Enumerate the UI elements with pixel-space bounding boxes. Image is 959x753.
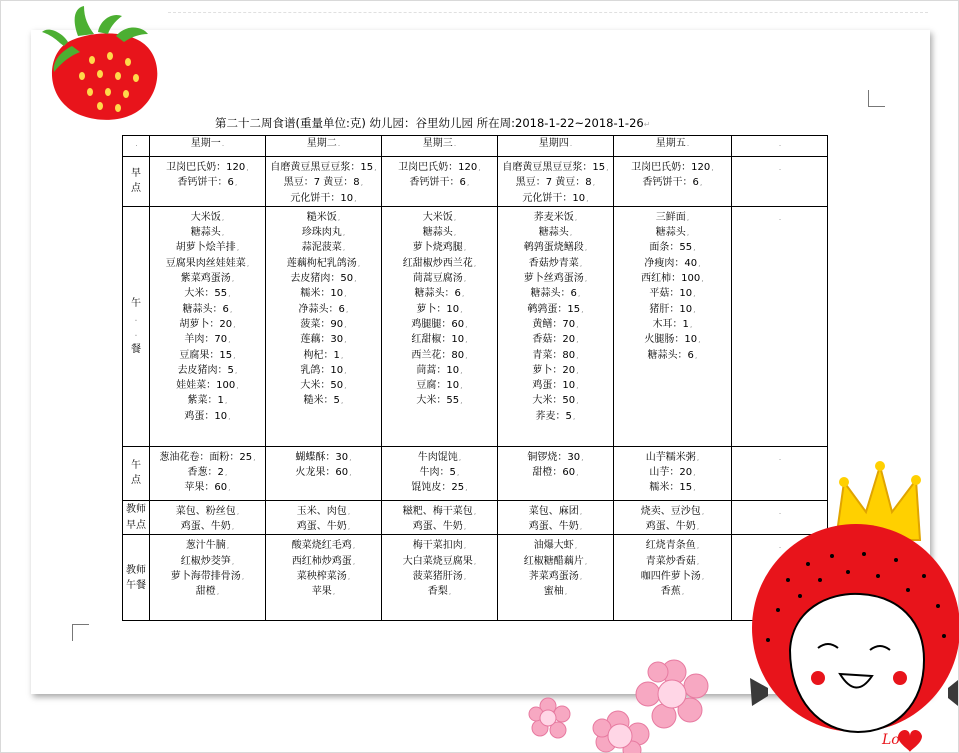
menu-item: 红椒炒茭笋, — [180, 555, 235, 567]
menu-item: 元化饼干：10, — [522, 192, 589, 204]
menu-item: 牛肉馄饨, — [417, 451, 462, 463]
menu-cell — [382, 446, 498, 500]
menu-title: 第二十二周食谱(重量单位:克) 幼儿园：谷里幼儿园 所在周:2018-1-22~2018-1-26↵ — [215, 116, 651, 130]
header-label: 星期一 — [190, 138, 221, 149]
menu-item: 糙米：5, — [303, 395, 344, 407]
menu-cell — [614, 446, 732, 500]
menu-item: 荞麦米饭, — [533, 211, 578, 223]
menu-cell: . — [732, 535, 828, 621]
menu-item: 鹌鹑蛋：15, — [527, 303, 584, 315]
menu-item: 荠菜鸡蛋汤, — [528, 571, 583, 583]
menu-item: 糖蒜头：6, — [414, 288, 465, 300]
menu-item: 糖蒜头, — [655, 227, 690, 239]
menu-item: 黑豆：7 黄豆：8, — [283, 177, 364, 189]
menu-item: 萝卜：10, — [416, 303, 463, 315]
row-label-text: . — [134, 328, 138, 340]
menu-item: 大米饭, — [190, 211, 225, 223]
menu-cell — [150, 206, 266, 446]
menu-item: 自磨黄豆黑豆豆浆：15, — [270, 162, 377, 173]
menu-item: 西红柿：100, — [641, 273, 704, 285]
menu-cell — [266, 157, 382, 207]
menu-item: 山芋：20, — [649, 467, 696, 479]
menu-item: 去皮猪肉：50, — [290, 273, 357, 285]
menu-item: 酸菜烧红毛鸡, — [291, 540, 356, 552]
menu-item: 鹌鹑蛋烧鳝段, — [523, 242, 588, 254]
menu-item: 糯米：15, — [649, 482, 696, 494]
menu-item: 鸡蛋：10, — [184, 410, 231, 422]
menu-cell — [266, 500, 382, 535]
menu-item: 红甜椒：10, — [411, 334, 468, 346]
menu-item: 馄饨皮：25, — [411, 482, 468, 494]
menu-item: 蒜泥菠菜, — [301, 242, 346, 254]
page-top-guide — [168, 12, 928, 13]
menu-item: 胡萝卜烩羊排, — [175, 242, 240, 254]
header-cell: . — [123, 136, 150, 157]
menu-item: 梅干菜扣肉, — [412, 540, 467, 552]
menu-item: 去皮猪肉：5, — [177, 364, 238, 376]
menu-item: 红甜椒炒西兰花, — [402, 257, 477, 269]
header-label: 星期二 — [306, 138, 337, 149]
menu-item: 西兰花：80, — [411, 349, 468, 361]
menu-item: 香钙饼干：6, — [409, 177, 470, 189]
menu-item: 鸡蛋、牛奶, — [412, 521, 467, 533]
menu-item: 香菇炒青菜, — [528, 257, 583, 269]
header-cell: 星期二. — [266, 136, 382, 157]
header-cell: 星期三. — [382, 136, 498, 157]
menu-item: 菠菜猪肝汤, — [412, 571, 467, 583]
menu-item: 豆腐果：15, — [179, 349, 236, 361]
menu-item: 香蕉, — [660, 586, 685, 598]
strawberry-icon — [38, 2, 166, 126]
menu-item: 鸡蛋、牛奶, — [180, 521, 235, 533]
header-cell: 星期四. — [498, 136, 614, 157]
menu-item: 糖蒜头：6, — [647, 349, 698, 361]
row-label — [123, 157, 150, 207]
menu-item: 莲藕：30, — [300, 334, 347, 346]
row-label-text: 教师 — [126, 504, 146, 516]
menu-item: 卫岗巴氏奶：120, — [631, 162, 714, 173]
menu-item: 苹果：60, — [184, 482, 231, 494]
menu-item: 香钙饼干：6, — [642, 177, 703, 189]
header-label: 星期五 — [655, 138, 686, 149]
menu-item: 净蒜头：6, — [298, 303, 349, 315]
menu-item: 红椒糖醋藕片, — [523, 555, 588, 567]
menu-item: 葱汁牛腩, — [185, 540, 230, 552]
menu-item: 油爆大虾, — [533, 540, 578, 552]
menu-item: 豆腐：10, — [416, 380, 463, 392]
menu-item: 萝卜丝鸡蛋汤, — [523, 273, 588, 285]
menu-item: 香梨, — [427, 586, 452, 598]
menu-item: 大米饭, — [422, 211, 457, 223]
menu-item: 糖蒜头, — [422, 227, 457, 239]
menu-item: 苹果, — [311, 586, 336, 598]
menu-item: 红烧青条鱼, — [645, 540, 700, 552]
menu-cell — [614, 500, 732, 535]
row-label — [123, 500, 150, 535]
menu-cell — [498, 446, 614, 500]
menu-item: 黄鳝：70, — [532, 318, 579, 330]
row-label-text: 教师 — [126, 564, 146, 576]
menu-item: 菜包、麻团, — [528, 505, 583, 517]
menu-item: 火腿肠：10, — [644, 334, 701, 346]
menu-item: 大米：55, — [184, 288, 231, 300]
header-label: 星期四 — [538, 138, 569, 149]
menu-item: 卫岗巴氏奶：120, — [398, 162, 481, 173]
menu-item: 西红柿炒鸡蛋, — [291, 555, 356, 567]
menu-item: 香菇：20, — [532, 334, 579, 346]
menu-row — [123, 446, 828, 500]
menu-cell — [150, 157, 266, 207]
menu-item: 萝卜：20, — [532, 364, 579, 376]
menu-cell — [498, 535, 614, 621]
menu-item: 荞麦：5, — [535, 410, 576, 422]
margin-corner-bottom-left — [72, 624, 89, 641]
menu-item: 娃娃菜：100, — [176, 380, 239, 392]
menu-item: 香钙饼干：6, — [177, 177, 238, 189]
row-label-text: 午餐 — [126, 579, 146, 591]
menu-cell — [498, 206, 614, 446]
header-cell: . — [732, 136, 828, 157]
row-label — [123, 446, 150, 500]
menu-item: 蝴蝶酥：30, — [295, 451, 352, 463]
menu-item: 萝卜海带排骨汤, — [170, 571, 245, 583]
menu-cell — [498, 500, 614, 535]
menu-item: 净瘦肉：40, — [644, 257, 701, 269]
row-label-text: 早点 — [126, 519, 146, 531]
menu-item: 豆腐果肉丝娃娃菜, — [165, 257, 250, 269]
menu-item: 大米：50, — [532, 395, 579, 407]
menu-row — [123, 500, 828, 535]
strawberry-girl-illustration — [748, 460, 959, 753]
menu-cell — [382, 157, 498, 207]
menu-item: 三鲜面, — [655, 211, 690, 223]
menu-row — [123, 535, 828, 621]
menu-item: 菠菜：90, — [300, 318, 347, 330]
menu-item: 烧卖、豆沙包, — [640, 505, 705, 517]
menu-item: 乳鸽：10, — [300, 364, 347, 376]
menu-item: 鸡蛋、牛奶, — [645, 521, 700, 533]
row-label-text: 午 — [131, 460, 141, 472]
menu-row — [123, 206, 828, 446]
header-label: 星期三 — [422, 138, 453, 149]
menu-item: 甜橙, — [195, 586, 220, 598]
menu-item: 茼蒿豆腐汤, — [412, 273, 467, 285]
menu-item: 菜秧榨菜汤, — [296, 571, 351, 583]
menu-item: 大白菜烧豆腐果, — [402, 555, 477, 567]
menu-item: 菜包、粉丝包, — [175, 505, 240, 517]
header-cell: 星期五. — [614, 136, 732, 157]
row-label — [123, 535, 150, 621]
menu-cell: . — [732, 446, 828, 500]
menu-item: 木耳：1, — [652, 318, 693, 330]
header-row — [123, 136, 828, 157]
row-label-text: 点 — [131, 475, 141, 487]
menu-item: 茼蒿：10, — [416, 364, 463, 376]
menu-item: 糖蒜头：6, — [182, 303, 233, 315]
menu-item: 青菜炒香菇, — [645, 555, 700, 567]
menu-cell — [150, 446, 266, 500]
row-label — [123, 206, 150, 446]
menu-item: 火龙果：60, — [295, 467, 352, 479]
menu-cell — [614, 157, 732, 207]
menu-item: 糖蒜头, — [190, 227, 225, 239]
menu-item: 鸡蛋、牛奶, — [528, 521, 583, 533]
menu-item: 青菜：80, — [532, 349, 579, 361]
menu-item: 鸡蛋、牛奶, — [296, 521, 351, 533]
menu-item: 紫菜：1, — [187, 395, 228, 407]
menu-item: 珍珠肉丸, — [301, 227, 346, 239]
pink-flower-icon — [526, 652, 716, 753]
menu-item: 胡萝卜：20, — [179, 318, 236, 330]
svg-text:Love: Love — [882, 732, 916, 748]
menu-item: 自磨黄豆黑豆豆浆：15, — [502, 162, 609, 173]
header-cell: 星期一. — [150, 136, 266, 157]
menu-item: 咖四件萝卜汤, — [640, 571, 705, 583]
menu-cell: . — [732, 157, 828, 207]
menu-item: 枸杞：1, — [303, 349, 344, 361]
menu-cell — [266, 535, 382, 621]
menu-item: 牛肉：5, — [419, 467, 460, 479]
menu-item: 黑豆：7 黄豆：8, — [515, 177, 596, 189]
menu-cell: . — [732, 500, 828, 535]
menu-item: 大米：55, — [416, 395, 463, 407]
menu-item: 鸡蛋：10, — [532, 380, 579, 392]
menu-item: 糍粑、梅干菜包, — [402, 505, 477, 517]
menu-item: 糖蒜头：6, — [530, 288, 581, 300]
menu-item: 甜橙：60, — [532, 467, 579, 479]
menu-item: 平菇：10, — [649, 288, 696, 300]
row-label-text: . — [134, 313, 138, 325]
menu-item: 莲藕枸杞乳鸽汤, — [286, 257, 361, 269]
menu-cell — [266, 446, 382, 500]
margin-corner-top-right — [868, 90, 885, 107]
menu-item: 鸡腿腿：60, — [411, 318, 468, 330]
menu-item: 糯米：10, — [300, 288, 347, 300]
menu-item: 蜜柚, — [543, 586, 568, 598]
menu-item: 香葱：2, — [187, 467, 228, 479]
menu-item: 铜锣烧：30, — [527, 451, 584, 463]
menu-item: 元化饼干：10, — [290, 192, 357, 204]
menu-item: 山芋糯米粥, — [645, 451, 700, 463]
menu-item: 葱油花卷：面粉：25, — [159, 451, 256, 463]
menu-item: 糖蒜头, — [538, 227, 573, 239]
menu-cell — [382, 500, 498, 535]
menu-item: 大米：50, — [300, 380, 347, 392]
menu-item: 玉米、肉包, — [296, 505, 351, 517]
menu-cell: . — [732, 206, 828, 446]
menu-cell — [150, 535, 266, 621]
menu-item: 糙米饭, — [306, 211, 341, 223]
menu-cell — [382, 206, 498, 446]
row-label-text: 午 — [131, 297, 141, 309]
menu-row — [123, 157, 828, 207]
menu-cell — [382, 535, 498, 621]
menu-cell — [614, 535, 732, 621]
row-label-text: 点 — [131, 183, 141, 195]
weekly-menu-table — [122, 135, 828, 621]
menu-item: 卫岗巴氏奶：120, — [166, 162, 249, 173]
menu-item: 紫菜鸡蛋汤, — [180, 273, 235, 285]
menu-item: 面条：55, — [649, 242, 696, 254]
menu-item: 羊肉：70, — [184, 334, 231, 346]
menu-item: 猪肝：10, — [649, 303, 696, 315]
row-label-text: 早 — [131, 168, 141, 180]
row-label-text: 餐 — [131, 343, 141, 355]
menu-cell — [150, 500, 266, 535]
menu-cell — [266, 206, 382, 446]
menu-item: 萝卜烧鸡腿, — [412, 242, 467, 254]
menu-cell — [498, 157, 614, 207]
menu-cell — [614, 206, 732, 446]
